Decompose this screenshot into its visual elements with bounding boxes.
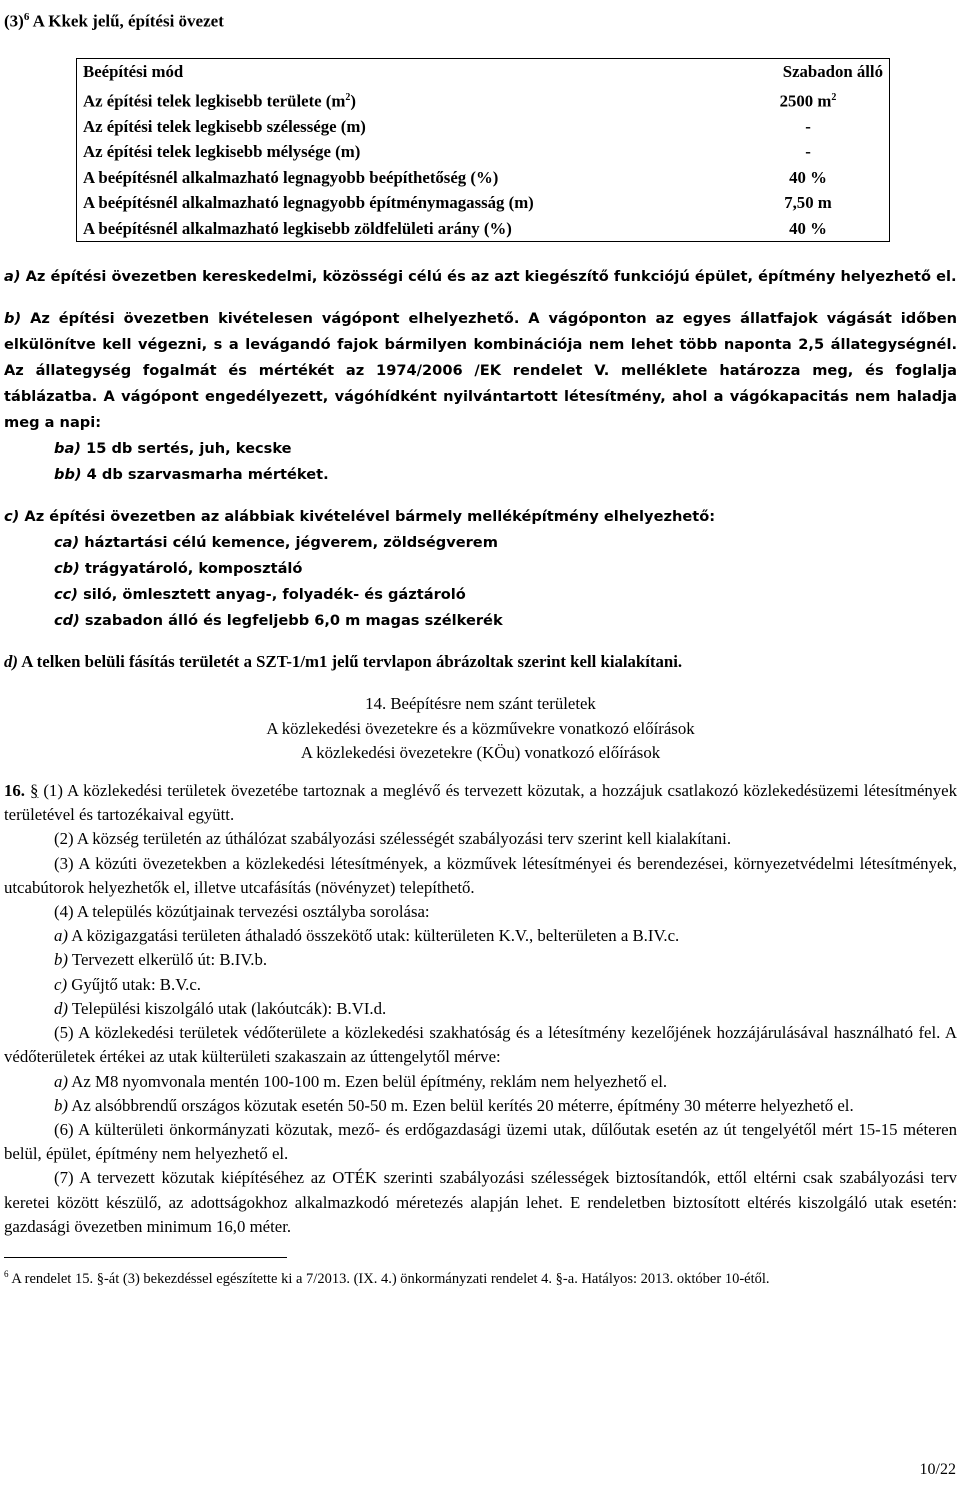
paragraph-6: (6) A külterületi önkormányzati közutak, mező- és erdőgazdasági üzemi utak, dűlőutak esetén az út tengelyétől mért 15-15 méteren belül, épület, építmény nem helyezhető el. (4, 1119, 957, 1164)
paragraph-5: (5) A közlekedési területek védőterülete a közlekedési szakhatóság és a létesítmény kezelőjének hozzájárulásával használható fel. A védőterületek értékei az utak külterületi szakaszain az úttengelytől mérve: (4, 1023, 957, 1067)
clause-d (4, 650, 957, 674)
footnote-mark: 6 (4, 1268, 9, 1279)
row-label: Az építési telek legkisebb szélessége (m) (83, 116, 366, 136)
paragraph-4d: d) Települési kiszolgáló utak (lakóutcák): B.VI.d. (54, 998, 387, 1018)
section-line-3: A közlekedési övezetekre (KÖu) vonatkozó előírások (300, 742, 661, 762)
table-row (77, 216, 890, 242)
list-item: cc) siló, ömlesztett anyag-, folyadék- és gáztároló (54, 586, 466, 604)
clause-text: Az építési övezetben kivételesen vágópont elhelyezhető. A vágóponton az egyes állatfajok vágását időben elkülönítve kell végezni, s a levágandó fajok bármilyen kombinációja nem lehet több naponta 2,5 állategységnél. Az állategység fogalmát és mértékét az 1974/2006 /EK rendelet V. melléklete határozza meg, és foglalja táblázatba. A vágópont engedélyezett, vágóhídként nyilvántartott létesítmény, ahol a vágókapacitás nem haladja meg a napi: (4, 310, 957, 432)
row-value: 2500 $m^2$ (779, 91, 837, 111)
paragraph-5b: b) Az alsóbbrendű országos közutak esetén 50-50 m. Ezen belül kerítés 20 méterre, építmény 30 méterre helyezhető el. (54, 1095, 854, 1115)
table-row (77, 114, 890, 140)
heading-title: A Kkek jelű, építési övezet (32, 11, 224, 31)
paragraph-3: (3) A közúti övezetekben a közlekedési létesítmények, a közművek létesítményei és berendezései, környezetvédelmi létesítmények, utcabútorok helyezhetők el, illetve utcafásítás (növényzet) telepíthető. (4, 853, 957, 897)
clause-mark: b) (4, 310, 22, 328)
row-value: - (805, 116, 811, 136)
clause-text: A telken belüli fásítás területét a SZT-1/m1 jelű tervlapon ábrázoltak szerint kell kialakítani. (21, 652, 683, 672)
row-value: - (805, 142, 811, 162)
document-page (4, 6, 957, 1290)
row-label: A beépítésnél alkalmazható legkisebb zöldfelületi arány (%) (83, 218, 512, 238)
clause-text: Az építési övezetben az alábbiak kivételével bármely melléképítmény elhelyezhető: (24, 508, 716, 526)
row-label: A beépítésnél alkalmazható legnagyobb építménymagasság (m) (83, 193, 534, 213)
row-label: Beépítési mód (83, 62, 184, 82)
clause-bb: bb) 4 db szarvasmarha mértéket. (54, 466, 329, 484)
paragraph-2: (2) A község területén az úthálózat szabályozási szélességét szabályozási terv szerint kell kialakítani. (54, 829, 732, 849)
list-item: cd) szabadon álló és legfeljebb 6,0 m magas szélkerék (54, 612, 503, 630)
footnote-ref[interactable]: 6 (23, 11, 30, 23)
row-label: Az építési telek legkisebb mélysége (m) (83, 142, 361, 162)
row-value: 40 % (789, 167, 827, 187)
clause-mark: a) (4, 268, 21, 286)
table-row (77, 85, 890, 114)
clause-c (4, 504, 957, 530)
list-item: cb) trágyatároló, komposztáló (54, 560, 303, 578)
section-sign[interactable]: § (29, 781, 39, 801)
paragraph-5a: a) Az M8 nyomvonala mentén 100-100 m. Ezen belül építmény, reklám nem helyezhető el. (54, 1071, 668, 1091)
footnote-text: A rendelet 15. §-át (3) bekezdéssel egészítette ki a 7/2013. (IX. 4.) önkormányzati rendelet 4. §-a. Hatályos: 2013. október 10-étől. (11, 1270, 770, 1287)
list-item: ca) háztartási célú kemence, jégverem, zöldségverem (54, 534, 498, 552)
article-16 (4, 779, 957, 1239)
clause-text: Az építési övezetben kereskedelmi, közösségi célú és az azt kiegészítő funkciójú épület, építmény helyezhető el. (25, 268, 957, 286)
paragraph-4b: b) Tervezett elkerülő út: B.IV.b. (54, 950, 268, 970)
row-label: A beépítésnél alkalmazható legnagyobb beépíthetőség (%) (83, 167, 499, 187)
footnote (4, 1264, 957, 1290)
zoning-parameters-table (76, 58, 890, 242)
section-line-2: A közlekedési övezetekre és a közművekre vonatkozó előírások (266, 718, 695, 738)
clause-b (4, 306, 957, 436)
subsection-heading (4, 6, 957, 33)
section-title (4, 692, 957, 765)
heading-prefix: (3) (4, 11, 24, 31)
row-value: 7,50 m (784, 193, 832, 213)
clause-mark: d) (4, 652, 18, 672)
clause-a (4, 264, 957, 290)
table-row (77, 165, 890, 191)
row-value: Szabadon álló (782, 62, 883, 82)
row-label: Az építési telek legkisebb területe $(m^2)$ (83, 91, 356, 111)
footnote-divider (4, 1257, 287, 1258)
section-line-1: 14. Beépítésre nem szánt területek (365, 694, 596, 714)
paragraph-4: (4) A település közútjainak tervezési osztályba sorolása: (54, 902, 430, 922)
table-row (77, 59, 890, 85)
paragraph-7: (7) A tervezett közutak kiépítéséhez az OTÉK szerinti szabályozási szélességek biztosítandók, ettől eltérni csak szabályozási terv keretei között készülő, az adottságokhoz alkalmazkodó méretezés alapján lehet. E rendeletben biztosított eltérés kiszolgáló utak esetén: gazdasági övezetben minimum 16,0 méter. (4, 1168, 957, 1236)
article-number: 16. (4, 781, 25, 801)
paragraph-1: 16. § (1) A közlekedési területek övezetébe tartoznak a meglévő és tervezett közutak, a hozzájuk csatlakozó közlekedésüzemi létesítmények területével és tartozékaival együtt. (4, 781, 958, 825)
page-number: 10/22 (919, 1461, 956, 1478)
clause-ba: ba) 15 db sertés, juh, kecske (54, 440, 292, 458)
clause-mark: c) (4, 508, 20, 526)
row-value: 40 % (789, 218, 827, 238)
table-row (77, 139, 890, 165)
paragraph-4a: a) A közigazgatási területen áthaladó összekötő utak: külterületen K.V., belterületen a B.IV.c. (54, 926, 680, 946)
paragraph-4c: c) Gyűjtő utak: B.V.c. (54, 974, 201, 994)
table-row (77, 190, 890, 216)
